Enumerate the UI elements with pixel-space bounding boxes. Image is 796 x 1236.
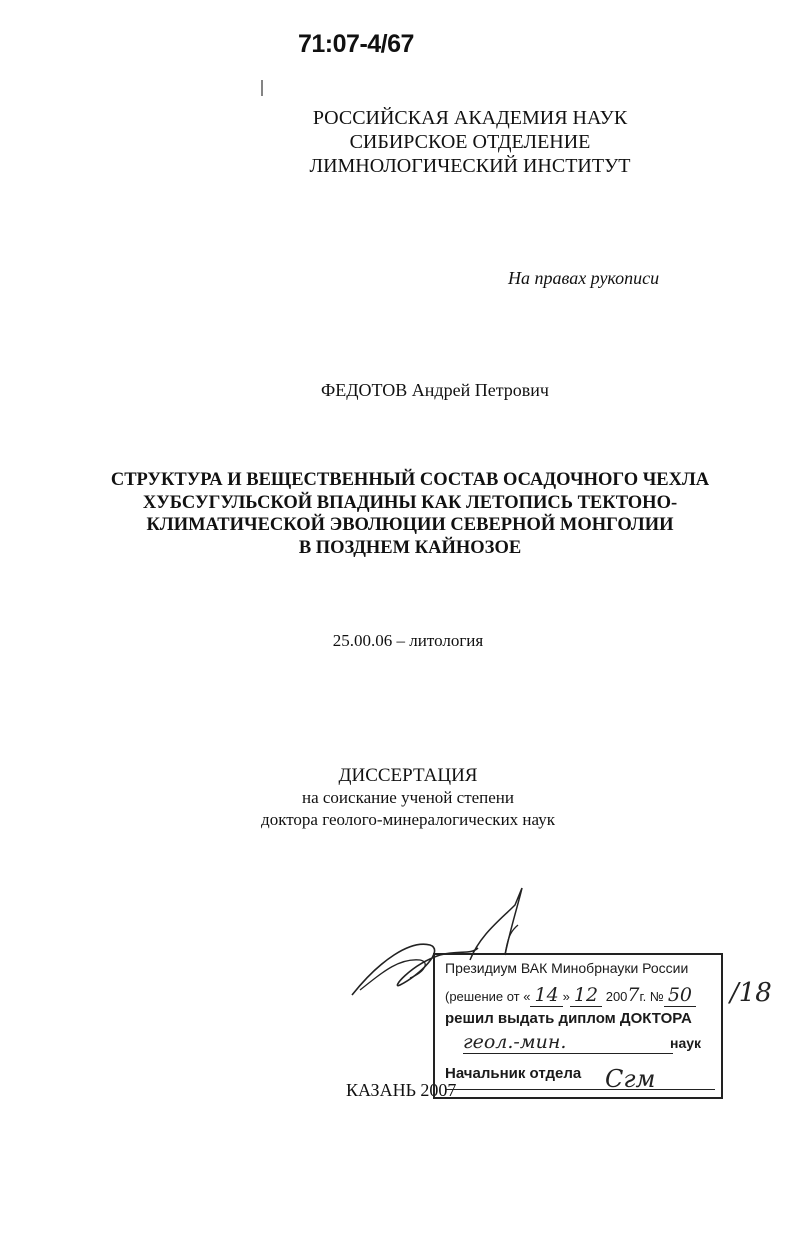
handwritten-side-number: /18 [730,978,772,1008]
dissertation-purpose: на соискание ученой степени [301,788,515,807]
title-line-4: В ПОЗДНЕМ КАЙНОЗОЕ [298,537,522,558]
stamp-decision-month: 12 [570,984,602,1007]
stamp-decision-year-digit: 7 [627,984,640,1006]
specialty-code: 25.00.06 – литология [332,631,484,650]
vak-approval-stamp [433,953,723,1099]
signature-stroke-3 [470,888,522,960]
stamp-decision-prefix: (решение от « [445,989,531,1004]
dissertation-type: ДИССЕРТАЦИЯ [338,765,478,786]
stamp-presidium: Президиум ВАК Минобрнауки России [445,960,689,976]
city-year: КАЗАНЬ 2007 [346,1080,457,1100]
stamp-field-handwritten: геол.-мин. [463,1031,567,1053]
stamp-decision-line [445,984,696,1007]
dissertation-degree: доктора геолого-минералогических наук [261,810,555,829]
dissertation-title [60,469,760,559]
title-line-2: ХУБСУГУЛЬСКОЙ ВПАДИНЫ КАК ЛЕТОПИСЬ ТЕКТОНО- [142,492,678,513]
signature-stroke-2 [360,960,425,990]
stamp-field-underline [463,1031,673,1054]
stamp-diploma-line: решил выдать диплом ДОКТОРА [445,1010,692,1027]
dissertation-info [150,765,666,831]
stamp-head-signature: Сгм [605,1065,656,1093]
stamp-decision-number-prefix: г. № [639,989,664,1004]
catalog-number: 71:07-4/67 [298,30,414,58]
institution-block [200,106,740,178]
institution-academy: РОССИЙСКАЯ АКАДЕМИЯ НАУК [312,107,628,129]
stamp-decision-year-prefix: 200 [605,989,628,1004]
manuscript-rights-note: На правах рукописи [508,268,660,288]
stamp-head-label: Начальник отдела [445,1065,582,1082]
stamp-decision-mid: » [562,989,570,1004]
stamp-decision-day: 14 [530,984,562,1007]
signature-stroke-4 [505,925,518,955]
stamp-bottom-rule [445,1089,715,1090]
institution-institute: ЛИМНОЛОГИЧЕСКИЙ ИНСТИТУТ [309,155,631,177]
institution-branch: СИБИРСКОЕ ОТДЕЛЕНИЕ [349,131,591,153]
title-line-3: КЛИМАТИЧЕСКОЙ ЭВОЛЮЦИИ СЕВЕРНОЙ МОНГОЛИИ [146,515,674,535]
stamp-sciences: наук [670,1035,702,1051]
author-name: ФЕДОТОВ Андрей Петрович [321,380,549,400]
title-line-1: СТРУКТУРА И ВЕЩЕСТВЕННЫЙ СОСТАВ ОСАДОЧНОГО ЧЕХЛА [110,470,710,490]
stamp-decision-number: 50 [664,984,696,1007]
